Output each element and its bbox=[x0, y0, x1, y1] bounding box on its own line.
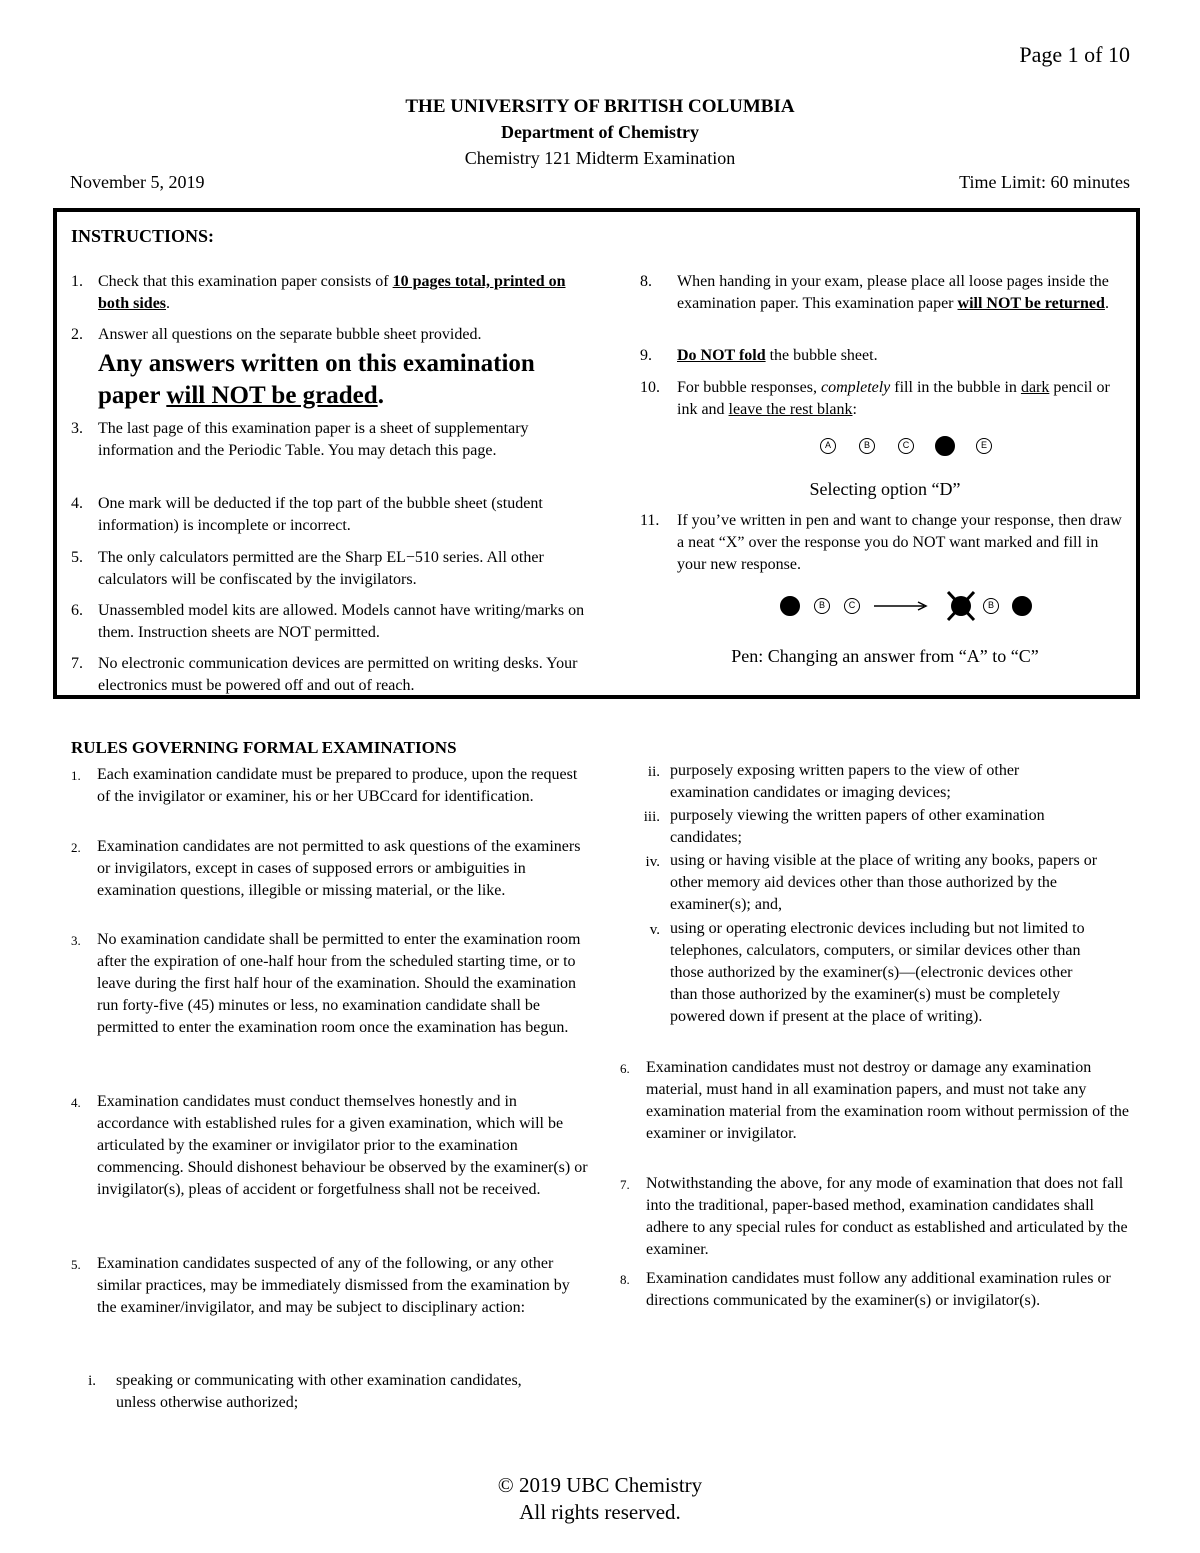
bubble-c-filled-icon: C bbox=[1012, 596, 1032, 616]
page-number: Page 1 of 10 bbox=[1019, 42, 1130, 67]
item-text: Answer all questions on the separate bubble sheet provided. bbox=[98, 326, 482, 343]
item-number: 6. bbox=[71, 602, 83, 619]
bubble-d-filled-icon: D bbox=[935, 436, 955, 456]
exam-date: November 5, 2019 bbox=[70, 172, 205, 192]
instruction-item-1 bbox=[71, 271, 591, 315]
item-emphasis: Do NOT fold bbox=[677, 347, 766, 364]
item-text: speaking or communicating with other examination candidates, unless otherwise authorized; bbox=[116, 1372, 522, 1411]
bubble-b-icon: B bbox=[814, 598, 830, 614]
item-text: Examination candidates must follow any additional examination rules or directions communicated by the examiner(s) or invigilator(s). bbox=[646, 1270, 1111, 1309]
arrow-right-icon bbox=[874, 599, 934, 613]
item-number: 5. bbox=[71, 1257, 81, 1272]
instructions-title: INSTRUCTIONS: bbox=[71, 226, 215, 246]
warning-text: . bbox=[377, 382, 384, 409]
item-emphasis: dark bbox=[1020, 379, 1050, 396]
item-text: the bubble sheet. bbox=[765, 347, 878, 364]
item-text: When handing in your exam, please place all loose pages inside the examination paper. This examination paper bbox=[677, 273, 1109, 312]
item-text: using or having visible at the place of writing any books, papers or other memory aid devices other than those authorized by the examiner(s); and, bbox=[670, 852, 1098, 913]
bubble-b-icon: B bbox=[983, 598, 999, 614]
item-text: Examination candidates are not permitted to ask questions of the examiners or invigilators, except in cases of supposed errors or ambiguities in examination questions, illegible or missing material, or the like. bbox=[97, 838, 581, 899]
item-text: . bbox=[166, 295, 171, 312]
grading-warning bbox=[98, 348, 591, 412]
item-number: v. bbox=[649, 922, 660, 938]
item-number: 8. bbox=[640, 273, 652, 290]
instruction-item-2 bbox=[71, 324, 591, 412]
item-number: 1. bbox=[71, 768, 81, 783]
rule-item-7 bbox=[620, 1173, 1140, 1261]
item-text: For bubble responses, bbox=[677, 379, 821, 396]
item-text: fill in the bubble in bbox=[890, 379, 1021, 396]
item-emphasis: leave the rest blank bbox=[728, 401, 853, 418]
warning-text: Any answers written on this examination paper bbox=[98, 350, 535, 409]
rights-notice: All rights reserved. bbox=[519, 1500, 681, 1524]
item-number: 7. bbox=[620, 1177, 630, 1192]
item-number: 3. bbox=[71, 933, 81, 948]
item-number: 4. bbox=[71, 495, 83, 512]
item-number: iv. bbox=[645, 854, 660, 870]
item-number: iii. bbox=[643, 809, 660, 825]
item-text: Each examination candidate must be prepared to produce, upon the request of the invigilator or examiner, his or her UBCcard for identification. bbox=[97, 766, 578, 805]
item-text: Notwithstanding the above, for any mode of examination that does not fall into the traditional, paper-based method, examination candidates shall adhere to any special rules for conduct as established and articulated by the examiner. bbox=[646, 1175, 1128, 1258]
item-text: : bbox=[852, 401, 857, 418]
instruction-item-8 bbox=[640, 271, 1130, 315]
caption-select-d: Selecting option “D” bbox=[809, 479, 961, 499]
bubble-e-icon: E bbox=[976, 438, 992, 454]
item-number: 8. bbox=[620, 1272, 630, 1287]
instruction-item-3 bbox=[71, 418, 591, 462]
item-text: No electronic communication devices are permitted on writing desks. Your electronics must be powered off and out of reach. bbox=[98, 655, 578, 694]
rules-title: RULES GOVERNING FORMAL EXAMINATIONS bbox=[71, 738, 457, 757]
item-emphasis: completely bbox=[820, 379, 891, 396]
rule-item-6 bbox=[620, 1057, 1140, 1145]
item-text: If you’ve written in pen and want to change your response, then draw a neat “X” over the response you do NOT want marked and fill in your new response. bbox=[677, 512, 1122, 573]
item-number: 4. bbox=[71, 1095, 81, 1110]
rule-subitem-iii bbox=[620, 805, 1100, 849]
item-number: 11. bbox=[640, 512, 660, 529]
rule-subitem-i bbox=[56, 1370, 536, 1414]
item-text: Check that this examination paper consists of bbox=[98, 273, 393, 290]
item-number: 1. bbox=[71, 273, 83, 290]
time-limit: Time Limit: 60 minutes bbox=[959, 172, 1130, 192]
item-number: 9. bbox=[640, 347, 652, 364]
rule-subitem-v bbox=[620, 918, 1100, 1028]
item-number: 5. bbox=[71, 549, 83, 566]
course-title: Chemistry 121 Midterm Examination bbox=[464, 148, 736, 168]
item-number: 7. bbox=[71, 655, 83, 672]
item-text: Examination candidates must not destroy or damage any examination material, must hand in all examination papers, and must not take any examination material from the examination room without permission of the examiner or invigilator. bbox=[646, 1059, 1129, 1142]
bubble-c-icon: C bbox=[844, 598, 860, 614]
copyright-notice: © 2019 UBC Chemistry bbox=[497, 1473, 703, 1497]
bubble-b-icon: B bbox=[859, 438, 875, 454]
item-emphasis: 10 pages total, printed on both sides bbox=[98, 273, 566, 312]
department-name: Department of Chemistry bbox=[501, 122, 699, 142]
item-text: using or operating electronic devices including but not limited to telephones, calculators, computers, or similar devices other than those authorized by the examiner(s)—(electronic devices other than those authorized by the examiner(s) must be completely powered down if present at the place of writing). bbox=[670, 920, 1085, 1025]
item-text: Examination candidates must conduct themselves honestly and in accordance with established rules for a given examination, which will be articulated by the examiner or invigilator prior to the examination commencing. Should dishonest behaviour be observed by the examiner(s) or invigilator(s), pleas of accident or forgetfulness shall not be received. bbox=[97, 1093, 588, 1198]
instruction-item-4 bbox=[71, 493, 591, 537]
item-text: . bbox=[1104, 295, 1109, 312]
item-text: No examination candidate shall be permitted to enter the examination room after the expiration of one-half hour from the scheduled starting time, or to leave during the first half hour of the examination. Should the examination run forty-five (45) minutes or less, no examination candidate shall be permitted to enter the examination room once the examination has begun. bbox=[97, 931, 581, 1036]
instruction-item-11 bbox=[640, 510, 1130, 576]
item-number: ii. bbox=[647, 764, 660, 780]
rule-item-5 bbox=[71, 1253, 591, 1319]
footer bbox=[0, 1472, 1200, 1526]
bubble-a-filled-icon: A bbox=[780, 596, 800, 616]
bubble-c-icon: C bbox=[898, 438, 914, 454]
item-number: 3. bbox=[71, 420, 83, 437]
item-text: pencil or ink and bbox=[677, 379, 1110, 418]
instruction-item-9 bbox=[640, 345, 1130, 367]
rule-item-3 bbox=[71, 929, 591, 1039]
instruction-item-7 bbox=[71, 653, 591, 697]
rule-subitem-iv bbox=[620, 850, 1100, 916]
item-number: 2. bbox=[71, 326, 83, 343]
item-text: purposely exposing written papers to the view of other examination candidates or imaging devices; bbox=[670, 762, 1020, 801]
instruction-item-10 bbox=[640, 377, 1130, 421]
item-number: 6. bbox=[620, 1061, 630, 1076]
caption-change-answer: Pen: Changing an answer from “A” to “C” bbox=[731, 646, 1039, 666]
item-text: purposely viewing the written papers of other examination candidates; bbox=[670, 807, 1045, 846]
rule-item-8 bbox=[620, 1268, 1140, 1312]
instruction-item-5 bbox=[71, 547, 591, 591]
item-number: 10. bbox=[640, 379, 660, 396]
rule-item-1 bbox=[71, 764, 591, 808]
rule-item-4 bbox=[71, 1091, 591, 1201]
item-number: 2. bbox=[71, 840, 81, 855]
rule-subitem-ii bbox=[620, 760, 1100, 804]
crossed-filled-bubble-icon bbox=[946, 590, 976, 622]
item-text: The only calculators permitted are the Sharp EL−510 series. All other calculators will be confiscated by the invigilators. bbox=[98, 549, 544, 588]
item-text: Unassembled model kits are allowed. Models cannot have writing/marks on them. Instruction sheets are NOT permitted. bbox=[98, 602, 585, 641]
item-emphasis: will NOT be returned bbox=[957, 295, 1105, 312]
item-text: Examination candidates suspected of any of the following, or any other similar practices, may be immediately dismissed from the examination by the examiner/invigilator, and may be subject to disciplinary action: bbox=[97, 1255, 570, 1316]
rule-item-2 bbox=[71, 836, 591, 902]
bubble-a-icon: A bbox=[820, 438, 836, 454]
university-name: THE UNIVERSITY OF BRITISH COLUMBIA bbox=[405, 96, 795, 117]
item-text: The last page of this examination paper is a sheet of supplementary information and the Periodic Table. You may detach this page. bbox=[98, 420, 529, 459]
warning-emphasis: will NOT be graded bbox=[166, 382, 378, 409]
instruction-item-6 bbox=[71, 600, 591, 644]
item-text: One mark will be deducted if the top part of the bubble sheet (student information) is incomplete or incorrect. bbox=[98, 495, 543, 534]
item-number: i. bbox=[88, 1373, 96, 1389]
